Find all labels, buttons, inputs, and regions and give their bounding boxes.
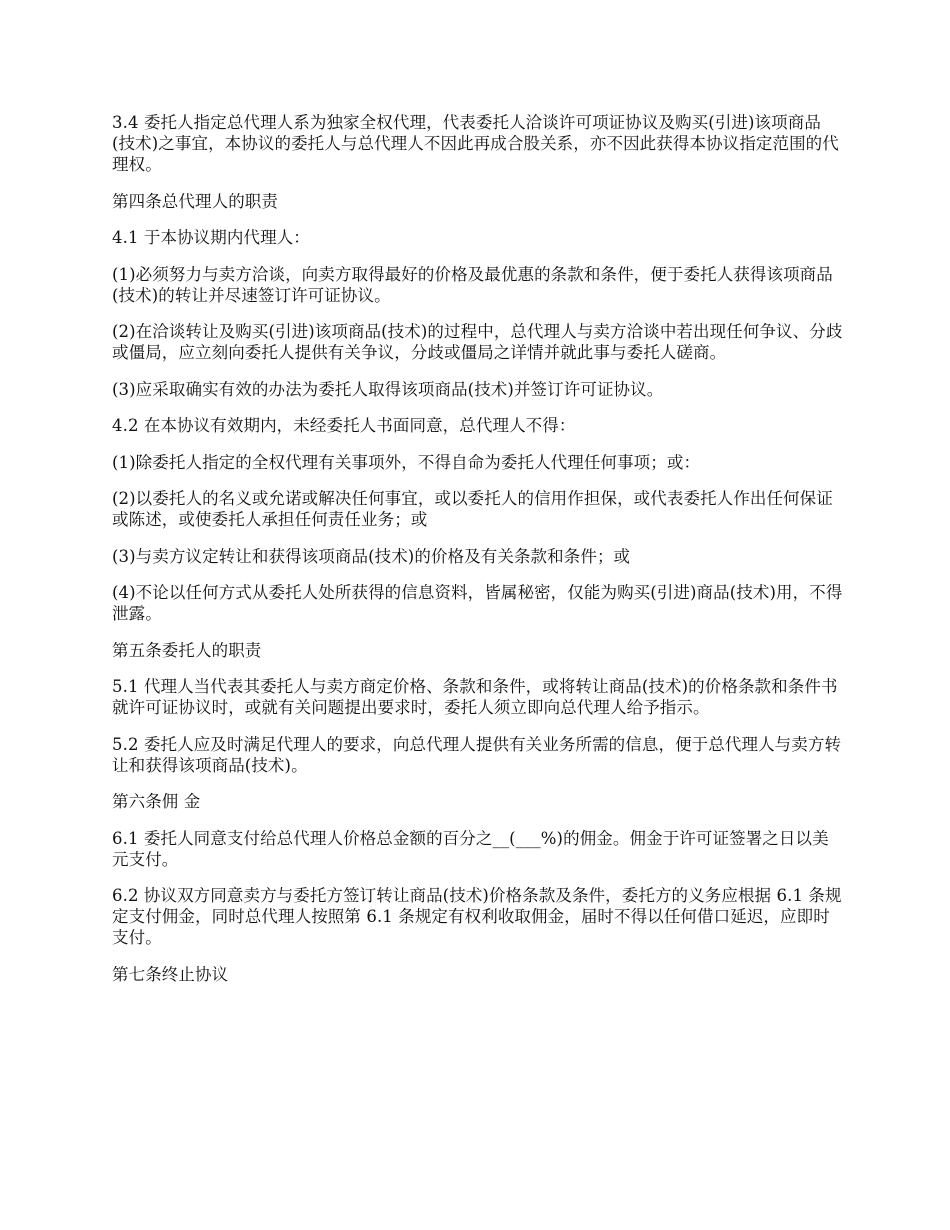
article-7-heading: 第七条终止协议 [112,964,229,984]
article-4-heading: 第四条总代理人的职责 [112,191,278,211]
clause-6-1: 6.1 委托人同意支付给总代理人价格总金额的百分之__(___%)的佣金。佣金于许可证签署之日以美元支付。 [112,828,829,869]
clause-4-1-item-1: (1)必须努力与卖方洽谈，向卖方取得最好的价格及最优惠的条款和条件，便于委托人获得该项商品(技术)的转让并尽速签订许可证协议。 [112,264,833,305]
clause-5-2: 5.2 委托人应及时满足代理人的要求，向总代理人提供有关业务所需的信息，便于总代理人与卖方转让和获得该项商品(技术)。 [112,734,842,775]
clause-5-1: 5.1 代理人当代表其委托人与卖方商定价格、条款和条件，或将转让商品(技术)的价格条款和条件书就许可证协议时，或就有关问题提出要求时，委托人须立即向总代理人给予指示。 [112,677,838,717]
document-page [112,112,844,1000]
article-5-heading: 第五条委托人的职责 [112,640,262,660]
clause-3-4: 3.4 委托人指定总代理人系为独家全权代理，代表委托人洽谈许可项证协议及购买(引进)该项商品(技术)之事宜，本协议的委托人与总代理人不因此再成合股关系，亦不因此获得本协议指定范围的代理权。 [112,113,839,174]
clause-4-2-item-2: (2)以委托人的名义或允诺或解决任何事宜，或以委托人的信用作担保，或代表委托人作出任何保证或陈述，或使委托人承担任何责任业务；或 [112,489,833,529]
clause-4-2: 4.2 在本协议有效期内，未经委托人书面同意，总代理人不得： [112,416,576,435]
clause-4-1-item-2: (2)在洽谈转让及购买(引进)该项商品(技术)的过程中，总代理人与卖方洽谈中若出现任何争议、分歧或僵局，应立刻向委托人提供有关争议，分歧或僵局之详情并就此事与委托人磋商。 [112,322,843,362]
clause-4-1: 4.1 于本协议期内代理人： [112,228,310,247]
clause-4-1-item-3: (3)应采取确实有效的办法为委托人取得该项商品(技术)并签订许可证协议。 [112,379,664,399]
clause-6-2: 6.2 协议双方同意卖方与委托方签订转让商品(技术)价格条款及条件，委托方的义务应根据 6.1 条规定支付佣金，同时总代理人按照第 6.1 条规定有权利收取佣金，届时不得以任何借口延迟，应即时支付。 [112,886,842,947]
clause-4-2-item-4: (4)不论以任何方式从委托人处所获得的信息资料，皆属秘密，仅能为购买(引进)商品(技术)用，不得泄露。 [112,583,843,623]
clause-4-2-item-1: (1)除委托人指定的全权代理有关事项外，不得自命为委托人代理任何事项；或： [112,452,701,472]
article-6-heading: 第六条佣 金 [112,792,201,811]
clause-4-2-item-3: (3)与卖方议定转让和获得该项商品(技术)的价格及有关条款和条件；或 [112,546,631,566]
